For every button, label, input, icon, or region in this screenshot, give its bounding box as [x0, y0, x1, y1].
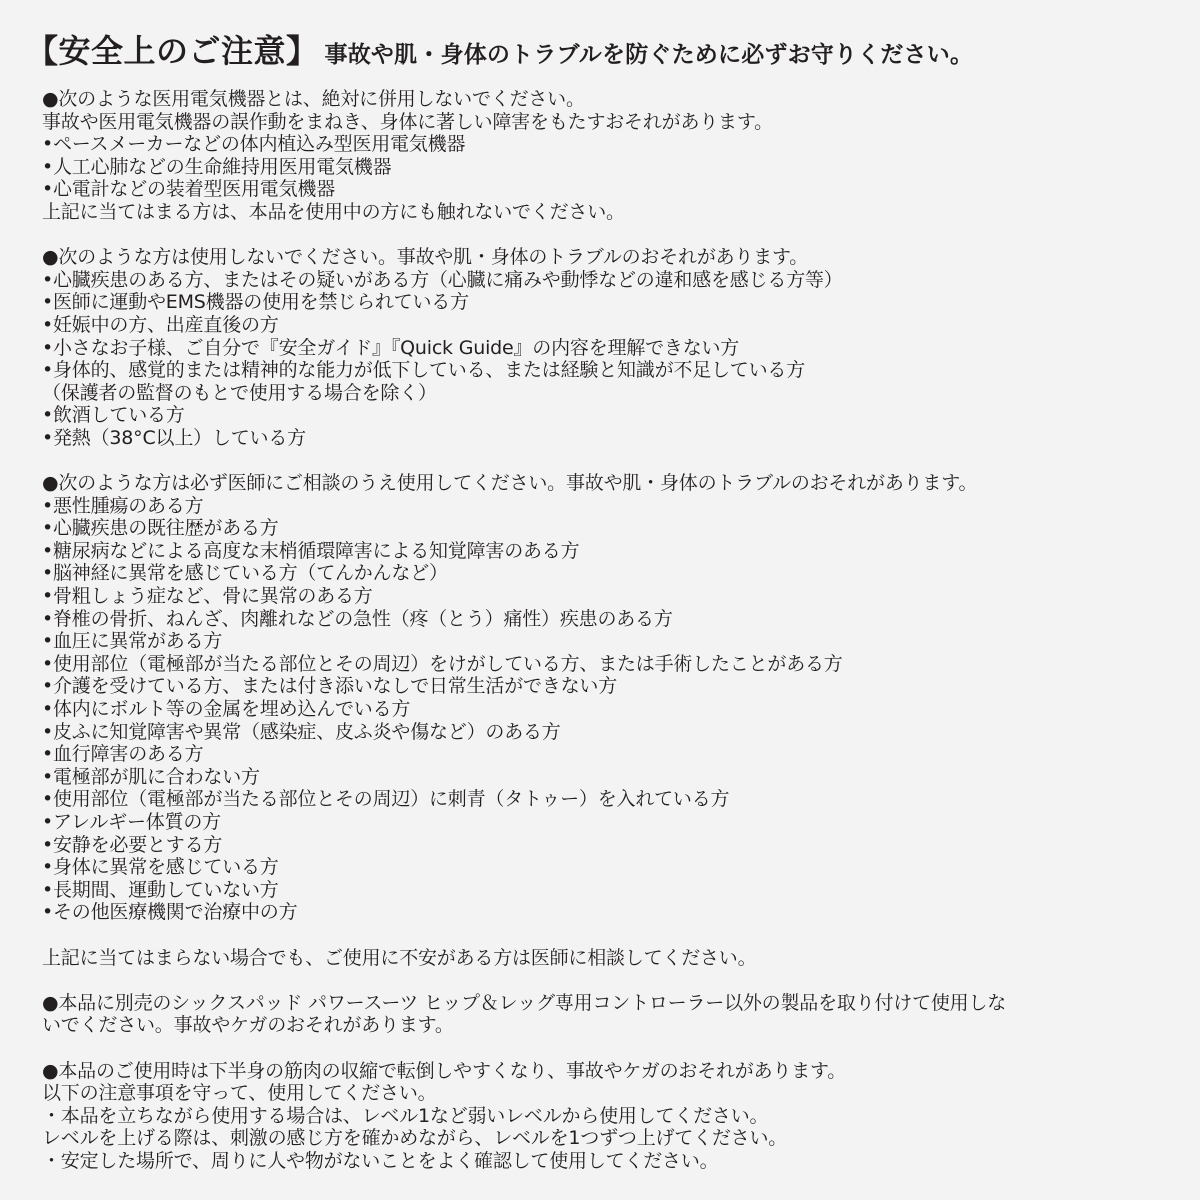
notice-line: •飲酒している方	[42, 404, 185, 427]
notice-section	[42, 992, 1172, 1037]
notice-section	[42, 472, 1172, 924]
notice-line: •小さなお子様、ご自分で『安全ガイド』『Quick Guide』の内容を理解できない方	[42, 336, 740, 359]
section-heading: ●次のような医用電気機器とは、絶対に併用しないでください。	[42, 88, 585, 110]
notice-section	[42, 246, 1172, 449]
notice-line: いでください。事故やケガのおそれがあります。	[42, 1014, 454, 1037]
notice-line: •医師に運動やEMS機器の使用を禁じられている方	[42, 291, 469, 314]
notice-line: •アレルギー体質の方	[42, 811, 221, 833]
section-heading: ●本品のご使用時は下半身の筋肉の収縮で転倒しやすくなり、事故やケガのおそれがあります。	[42, 1059, 847, 1082]
notice-line: •発熱（38°C以上）している方	[42, 426, 306, 449]
notice-line: •長期間、運動していない方	[42, 878, 279, 901]
notice-line: •介護を受けている方、または付き添いなしで日常生活ができない方	[42, 675, 618, 698]
notice-line: •使用部位（電極部が当たる部位とその周辺）に刺青（タトゥー）を入れている方	[42, 788, 730, 811]
notice-line: （保護者の監督のもとで使用する場合を除く）	[42, 381, 437, 404]
notice-line: •電極部が肌に合わない方	[42, 765, 260, 788]
notice-line: •糖尿病などによる高度な末梢循環障害による知覚障害のある方	[42, 539, 580, 562]
notice-line: •体内にボルト等の金属を埋め込んでいる方	[42, 698, 411, 721]
notice-line: •使用部位（電極部が当たる部位とその周辺）をけがしている方、または手術したことがある方	[42, 652, 843, 675]
notice-body	[42, 88, 1172, 1195]
notice-section	[42, 947, 1172, 970]
notice-line: ・安定した場所で、周りに人や物がないことをよく確認して使用してください。	[42, 1149, 719, 1172]
notice-line: •脊椎の骨折、ねんざ、肉離れなどの急性（疼（とう）痛性）疾患のある方	[42, 607, 673, 630]
notice-section	[42, 1060, 1172, 1173]
notice-line: •血圧に異常がある方	[42, 630, 223, 653]
notice-line: •その他医療機関で治療中の方	[42, 901, 298, 924]
notice-section	[42, 88, 1172, 224]
notice-line: •心臓疾患の既往歴がある方	[42, 517, 279, 540]
notice-line: •脳神経に異常を感じている方（てんかんなど）	[42, 562, 448, 585]
notice-line: •血行障害のある方	[42, 743, 204, 766]
notice-line: •心臓疾患のある方、またはその疑いがある方（心臓に痛みや動悸などの違和感を感じる方等）	[42, 268, 843, 291]
notice-line: •ペースメーカーなどの体内植込み型医用電気機器	[42, 133, 466, 156]
section-heading: ●本品に別売のシックスパッド パワースーツ ヒップ＆レッグ専用コントローラー以外の製品を取り付けて使用しな	[42, 991, 1007, 1014]
notice-line: レベルを上げる際は、刺激の感じ方を確かめながら、レベルを1つずつ上げてください。	[42, 1127, 788, 1150]
notice-line: •妊娠中の方、出産直後の方	[42, 313, 279, 336]
section-heading: ●次のような方は使用しないでください。事故や肌・身体のトラブルのおそれがあります。	[42, 246, 809, 269]
notice-line: 上記に当てはまる方は、本品を使用中の方にも触れないでください。	[42, 200, 625, 223]
section-heading: ●次のような方は必ず医師にご相談のうえ使用してください。事故や肌・身体のトラブルのおそれがあります。	[42, 472, 978, 495]
notice-line: •人工心肺などの生命維持用医用電気機器	[42, 155, 392, 178]
page-subtitle: 事故や肌・身体のトラブルを防ぐために必ずお守りください。	[324, 42, 974, 68]
notice-line: 事故や医用電気機器の誤作動をまねき、身体に著しい障害をもたすおそれがあります。	[42, 110, 773, 133]
notice-line: •心電計などの装着型医用電気機器	[42, 178, 336, 201]
notice-line: •皮ふに知覚障害や異常（感染症、皮ふ炎や傷など）のある方	[42, 720, 561, 743]
page-title: 【安全上のご注意】	[26, 32, 319, 70]
notice-line: 上記に当てはまらない場合でも、ご使用に不安がある方は医師に相談してください。	[42, 946, 757, 969]
notice-line: •悪性腫瘍のある方	[42, 494, 204, 517]
notice-line: •安静を必要とする方	[42, 833, 223, 856]
notice-line: 以下の注意事項を守って、使用してください。	[42, 1082, 437, 1105]
notice-line: ・本品を立ちながら使用する場合は、レベル1など弱いレベルから使用してください。	[42, 1104, 769, 1127]
page-header	[26, 30, 1186, 78]
notice-line: •骨粗しょう症など、骨に異常のある方	[42, 585, 373, 608]
notice-line: •身体に異常を感じている方	[42, 856, 279, 879]
notice-line: •身体的、感覚的または精神的な能力が低下している、または経験と知識が不足している方	[42, 359, 806, 382]
